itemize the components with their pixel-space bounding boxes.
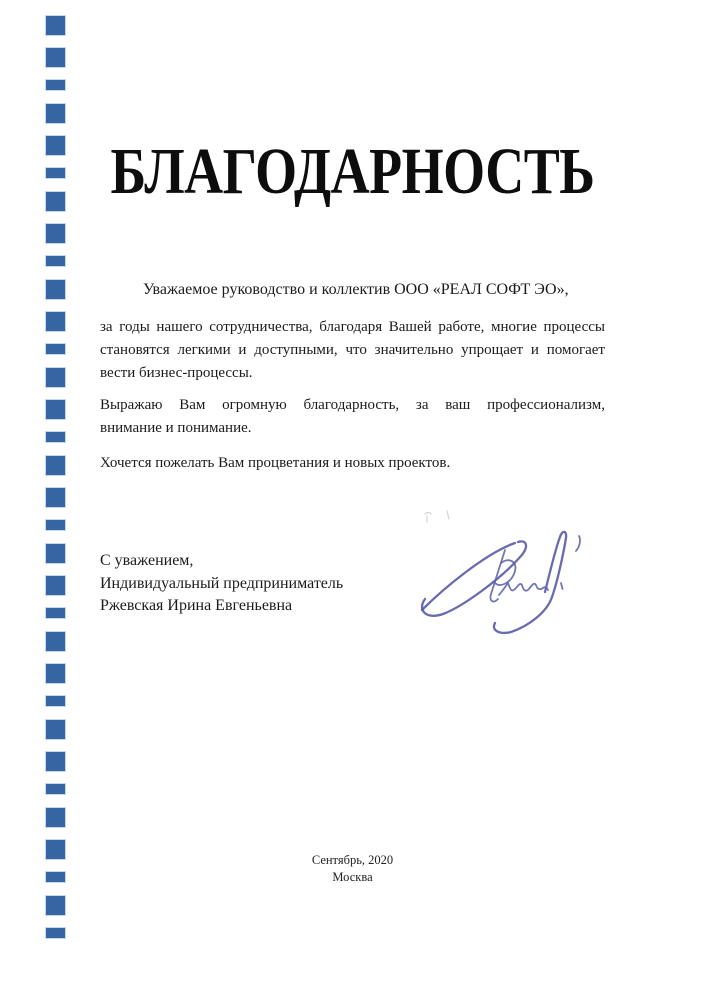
text-line: вести бизнес-процессы. xyxy=(100,365,253,381)
border-square xyxy=(45,223,66,244)
border-square xyxy=(45,279,66,300)
border-square xyxy=(45,695,66,707)
text-line: становятся легкими и доступными, что значительно упрощает и помогает xyxy=(100,342,605,358)
border-square xyxy=(45,455,66,476)
border-square xyxy=(45,519,66,531)
handwritten-signature xyxy=(398,493,598,653)
border-square xyxy=(45,607,66,619)
border-square xyxy=(45,167,66,179)
closing-salutation: С уважением, xyxy=(100,552,194,569)
border-square xyxy=(45,927,66,939)
paragraph-2 xyxy=(100,394,605,440)
border-square xyxy=(45,719,66,740)
document-title: БЛАГОДАРНОСТЬ xyxy=(110,134,595,208)
closing-role: Индивидуальный предприниматель xyxy=(100,574,344,592)
border-square xyxy=(45,839,66,860)
border-square xyxy=(45,79,66,91)
border-square xyxy=(45,431,66,443)
closing-name: Ржевская Ирина Евгеньевна xyxy=(100,597,293,614)
border-square xyxy=(45,783,66,795)
footer-date: Сентябрь, 2020 xyxy=(311,853,394,867)
border-square xyxy=(45,103,66,124)
border-square xyxy=(45,135,66,156)
footer xyxy=(100,852,605,886)
paragraph-1 xyxy=(100,316,605,385)
paragraph-3 xyxy=(100,452,605,475)
border-square xyxy=(45,895,66,916)
greeting-line: Уважаемое руководство и коллектив ООО «РЕАЛ СОФТ ЭО», xyxy=(143,281,569,298)
text-line: Хочется пожелать Вам процветания и новых проектов. xyxy=(100,455,451,471)
border-square xyxy=(45,255,66,267)
border-square xyxy=(45,311,66,332)
border-square xyxy=(45,871,66,883)
border-square xyxy=(45,631,66,652)
text-line: за годы нашего сотрудничества, благодаря Вашей работе, многие процессы xyxy=(100,319,605,335)
border-square xyxy=(45,663,66,684)
border-square xyxy=(45,487,66,508)
border-square xyxy=(45,807,66,828)
border-square xyxy=(45,47,66,68)
border-square xyxy=(45,343,66,355)
border-square xyxy=(45,751,66,772)
border-square xyxy=(45,575,66,596)
border-square xyxy=(45,399,66,420)
border-square xyxy=(45,543,66,564)
border-square xyxy=(45,191,66,212)
footer-city: Москва xyxy=(332,870,373,884)
left-border-decoration xyxy=(45,15,66,951)
border-square xyxy=(45,15,66,36)
border-square xyxy=(45,367,66,388)
text-line: внимание и понимание. xyxy=(100,420,252,436)
text-line: Выражаю Вам огромную благодарность, за ваш профессионализм, xyxy=(100,397,605,413)
